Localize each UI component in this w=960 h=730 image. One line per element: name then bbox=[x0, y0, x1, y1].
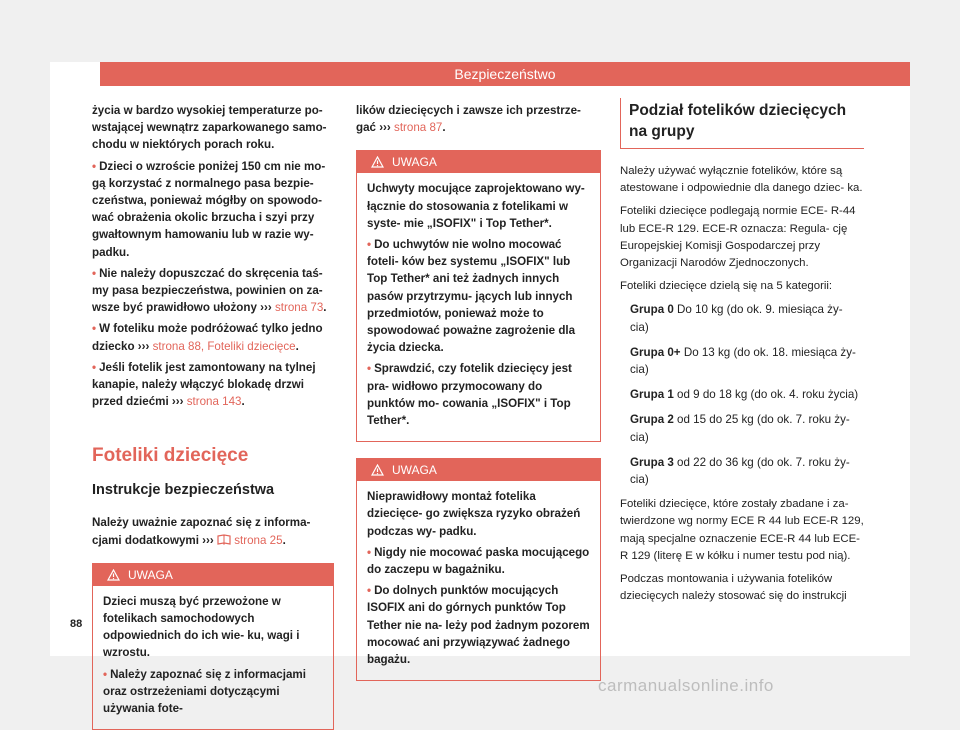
group-item: Grupa 2 od 15 do 25 kg (do ok. 7. roku ży- cia) bbox=[630, 413, 850, 444]
warning-header: UWAGA bbox=[93, 564, 333, 586]
warning-bullet: • Nigdy nie mocować paska mocującego do zaczepu w bagażniku. bbox=[367, 545, 590, 577]
col3-paragraph-4: Foteliki dziecięce, które zostały zbadane i za- twierdzone wg normy ECE R 44 lub ECE-R 129, mają specjalne oznaczenie ECE-R 44 lub ECE-R 129 (literę E w kółku i numer testu pod nią). bbox=[620, 498, 864, 562]
col3-paragraph-3: Foteliki dziecięce dzielą się na 5 kategorii: bbox=[620, 280, 833, 293]
bullet-dot-icon: • bbox=[367, 238, 372, 252]
bullet-dot-icon: • bbox=[92, 322, 97, 336]
watermark: carmanualsonline.info bbox=[598, 676, 774, 695]
col1-body: Należy uważnie zapoznać się z informa- cjami dodatkowymi ››› strona 25. bbox=[92, 516, 311, 547]
col2-intro: lików dziecięcych i zawsze ich przestrze- gać ››› strona 87. bbox=[356, 104, 581, 135]
link-strona-143[interactable]: strona 143 bbox=[186, 395, 242, 409]
bullet-dot-icon: • bbox=[367, 584, 372, 598]
page-number: 88 bbox=[70, 618, 83, 630]
chapter-banner: Bezpieczeństwo bbox=[100, 62, 910, 86]
col1-bullet-2: • Nie należy dopuszczać do skręcenia taś- my pasa bezpieczeństwa, powinien on za- wsze być prawidłowo ułożony ››› strona 73. bbox=[92, 266, 327, 315]
col3-paragraph-1: Należy używać wyłącznie fotelików, które są atestowane i odpowiednie dla danego dziec- ka. bbox=[620, 165, 863, 195]
link-strona-73[interactable]: strona 73 bbox=[274, 301, 324, 315]
warning-header: UWAGA bbox=[357, 459, 600, 481]
warning-body: Dzieci muszą być przewożone w fotelikach samochodowych odpowiednich do ich wie- ku, wagi i wzrostu. • Należy zapoznać się z informacjami oraz ostrzeżeniami dotyczącymi używania fote- bbox=[93, 586, 333, 729]
warning-bullet: • Należy zapoznać się z informacjami oraz ostrzeżeniami dotyczącymi używania fote- bbox=[103, 667, 306, 716]
warning-body: Nieprawidłowy montaż fotelika dziecięce- go zwiększa ryzyko obrażeń podczas wy- padku. • Nigdy nie mocować paska mocującego do zaczepu w bagażniku. • Do dolnych punktów mocujących ISOFIX ani do górnych punktów Top Tether nie na- leży pod żadnym pozorem mocować ani przywiązywać żadnego bagażu. bbox=[357, 481, 600, 680]
col1-bullet-4: • Jeśli fotelik jest zamontowany na tylnej kanapie, należy włączyć blokadę drzwi przed dziećmi ››› strona 143. bbox=[92, 360, 316, 409]
col3-paragraph-5: Podczas montowania i używania fotelików dziecięcych należy stosować się do instrukcji bbox=[620, 573, 847, 603]
warning-bullet: • Do dolnych punktów mocujących ISOFIX ani do górnych punktów Top Tether nie na- leży pod żadnym pozorem mocować ani przywiązywać żadnego bagażu. bbox=[367, 584, 590, 667]
warning-box-isofix bbox=[356, 150, 601, 442]
bullet-dot-icon: • bbox=[367, 362, 372, 376]
section-title: Foteliki dziecięce bbox=[92, 445, 249, 467]
warning-box bbox=[92, 563, 334, 730]
group-item: Grupa 3 od 22 do 36 kg (do ok. 7. roku ży- cia) bbox=[630, 455, 850, 487]
bullet-dot-icon: • bbox=[367, 545, 372, 559]
col1-intro: życia w bardzo wysokiej temperaturze po- wstającej wewnątrz zaparkowanego samo- chodu w niektórych porach roku. bbox=[92, 104, 327, 152]
link-strona-87[interactable]: strona 87 bbox=[394, 121, 443, 135]
link-strona-88[interactable]: strona 88, Foteliki dziecięce bbox=[152, 339, 296, 353]
warning-box-mounting bbox=[356, 458, 601, 681]
bullet-dot-icon: • bbox=[92, 159, 97, 173]
warning-triangle-icon bbox=[371, 156, 384, 168]
column-3 bbox=[620, 98, 864, 611]
col3-paragraph-2: Foteliki dziecięce podlegają normie ECE- R-44 lub ECE-R 129. ECE-R oznacza: Regula- cję Europejskiej Komisji Gospodarczej przy Organizacji Narodów Zjednoczonych. bbox=[620, 205, 856, 270]
warning-triangle-icon bbox=[107, 569, 120, 581]
col1-bullet-1: • Dzieci o wzroście poniżej 150 cm nie mo- gą korzystać z normalnego pasa bezpie- czeństwa, ponieważ mógłby on spowodo- wać obrażenia okolic brzucha i szyi przy gwałtownym hamowaniu lub w razie wy- padku. bbox=[92, 159, 326, 259]
warning-triangle-icon bbox=[371, 464, 384, 476]
column-1 bbox=[92, 102, 334, 730]
warning-header: UWAGA bbox=[357, 151, 600, 173]
col1-bullet-3: • W foteliku może podróżować tylko jedno dziecko ››› strona 88, Foteliki dziecięce. bbox=[92, 322, 323, 353]
group-item: Grupa 0+ Do 13 kg (do ok. 18. miesiąca ży- cia) bbox=[630, 345, 856, 377]
bullet-dot-icon: • bbox=[92, 360, 97, 374]
group-item: Grupa 0 Do 10 kg (do ok. 9. miesiąca ży- cia) bbox=[630, 303, 843, 334]
warning-bullet: • Do uchwytów nie wolno mocować foteli- ków bez systemu „ISOFIX" lub Top Tether* ani też żadnych innych pasów przytrzymu- jących lub innych przedmiotów, ponieważ może to spowodować poważne zagrożenie dla życia dziecka. bbox=[367, 238, 576, 355]
warning-body: Uchwyty mocujące zaprojektowano wy- łącznie do stosowania z fotelikami w syste- mie „ISOFIX" i Top Tether*. • Do uchwytów nie wolno mocować foteli- ków bez systemu „ISOFIX" lub Top Tether* ani też żadnych innych pasów przytrzymu- jących lub innych przedmiotów, ponieważ może to spowodować poważne zagrożenie dla życia dziecka. • Sprawdzić, czy fotelik dziecięcy jest pra- widłowo przymocowany do punktów mo- cowania „ISOFIX" i Top Tether*. bbox=[357, 173, 600, 441]
column-2 bbox=[356, 102, 601, 681]
bullet-dot-icon: • bbox=[103, 667, 108, 681]
book-icon bbox=[217, 534, 231, 545]
groups-heading: Podział fotelików dziecięcych na grupy bbox=[620, 98, 864, 149]
link-strona-25[interactable]: strona 25 bbox=[234, 533, 283, 547]
bullet-dot-icon: • bbox=[92, 266, 97, 280]
subsection-title: Instrukcje bezpieczeństwa bbox=[92, 482, 275, 499]
group-item: Grupa 1 od 9 do 18 kg (do ok. 4. roku życia) bbox=[630, 388, 859, 402]
warning-bullet: • Sprawdzić, czy fotelik dziecięcy jest pra- widłowo przymocowany do punktów mo- cowania „ISOFIX" i Top Tether*. bbox=[367, 362, 572, 428]
